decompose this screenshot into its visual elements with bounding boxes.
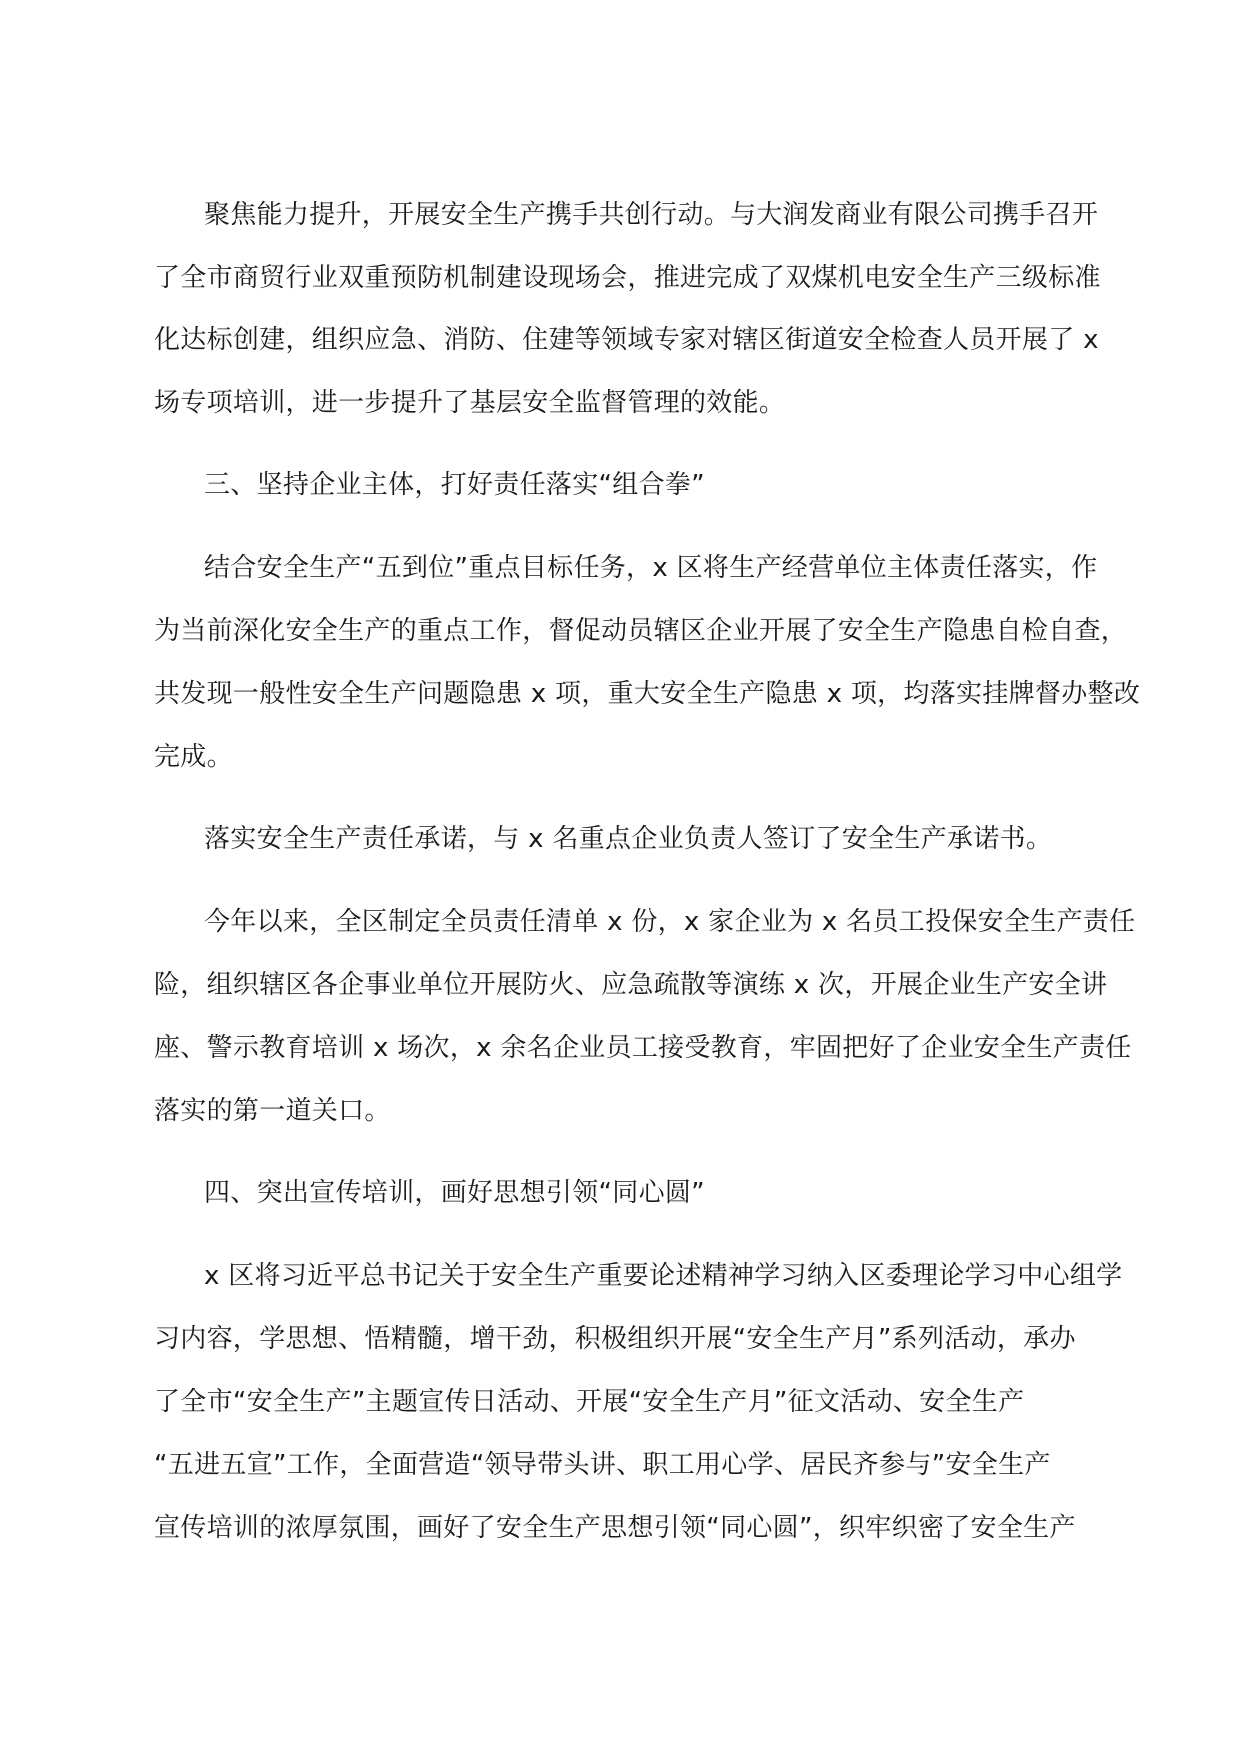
paragraph-line: 落实的第一道关口。 — [154, 1096, 391, 1126]
section-heading: 四、突出宣传培训，画好思想引领“同心圆” — [204, 1178, 705, 1208]
paragraph-line: 习内容，学思想、悟精髓，增干劲，积极组织开展“安全生产月”系列活动，承办 — [154, 1324, 1076, 1354]
paragraph-line: 完成。 — [154, 742, 233, 772]
paragraph-line: 险，组织辖区各企事业单位开展防火、应急疏散等演练 x 次，开展企业生产安全讲 — [154, 970, 1108, 1000]
paragraph-line: 共发现一般性安全生产问题隐患 x 项，重大安全生产隐患 x 项，均落实挂牌督办整改 — [154, 679, 1141, 709]
paragraph-line: 结合安全生产“五到位”重点目标任务，x 区将生产经营单位主体责任落实，作 — [204, 553, 1098, 583]
paragraph-line: x 区将习近平总书记关于安全生产重要论述精神学习纳入区委理论学习中心组学 — [204, 1261, 1123, 1291]
paragraph-line: 今年以来，全区制定全员责任清单 x 份，x 家企业为 x 名员工投保安全生产责任 — [204, 907, 1136, 937]
paragraph-line: 了全市“安全生产”主题宣传日活动、开展“安全生产月”征文活动、安全生产 — [154, 1387, 1025, 1417]
paragraph-line: 场专项培训，进一步提升了基层安全监督管理的效能。 — [154, 388, 786, 418]
paragraph-line: 化达标创建，组织应急、消防、住建等领域专家对辖区街道安全检查人员开展了 x — [154, 325, 1099, 355]
section-heading: 三、坚持企业主体，打好责任落实“组合拳” — [204, 470, 705, 500]
paragraph-line: “五进五宣”工作，全面营造“领导带头讲、职工用心学、居民齐参与”安全生产 — [154, 1450, 1051, 1480]
paragraph-line: 聚焦能力提升，开展安全生产携手共创行动。与大润发商业有限公司携手召开 — [204, 200, 1099, 230]
paragraph-line: 座、警示教育培训 x 场次，x 余名企业员工接受教育，牢固把好了企业安全生产责任 — [154, 1033, 1132, 1063]
paragraph-line: 了全市商贸行业双重预防机制建设现场会，推进完成了双煤机电安全生产三级标准 — [154, 263, 1101, 293]
paragraph-line: 落实安全生产责任承诺，与 x 名重点企业负责人签订了安全生产承诺书。 — [204, 824, 1053, 854]
paragraph-line: 为当前深化安全生产的重点工作，督促动员辖区企业开展了安全生产隐患自检自查， — [154, 616, 1128, 646]
paragraph-line: 宣传培训的浓厚氛围，画好了安全生产思想引领“同心圆”，织牢织密了安全生产 — [154, 1513, 1076, 1543]
